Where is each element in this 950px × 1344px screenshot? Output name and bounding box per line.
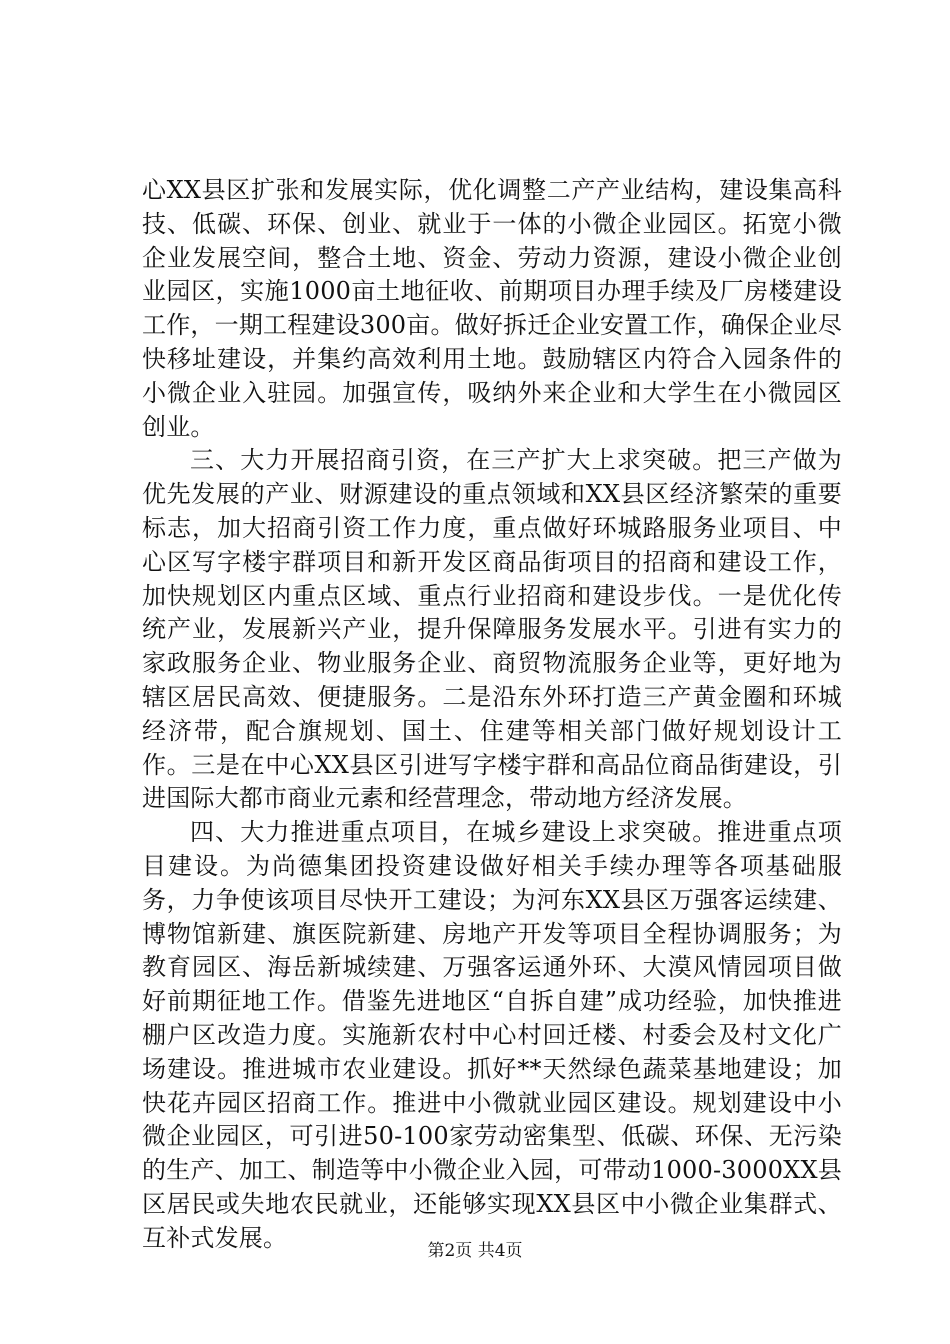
paragraph-continued: 心XX县区扩张和发展实际，优化调整二产产业结构，建设集高科技、低碳、环保、创业、就业于一体的小微企业园区。拓宽小微企业发展空间，整合土地、资金、劳动力资源，建设小微企业创业园区，实施1000亩土地征收、前期项目办理手续及厂房楼建设工作，一期工程建设300亩。做好拆迁企业安置工作，确保企业尽快移址建设，并集约高效利用土地。鼓励辖区内符合入园条件的小微企业入驻园。加强宣传，吸纳外来企业和大学生在小微园区创业。 bbox=[142, 176, 842, 441]
page-number-footer: 第2页 共4页 bbox=[427, 1241, 523, 1261]
paragraph-section-four: 四、大力推进重点项目，在城乡建设上求突破。推进重点项目建设。为尚德集团投资建设做好相关手续办理等各项基础服务，力争使该项目尽快开工建设；为河东XX县区万强客运续建、博物馆新建、旗医院新建、房地产开发等项目全程协调服务；为教育园区、海岳新城续建、万强客运通外环、大漠风情园项目做好前期征地工作。借鉴先进地区“自拆自建”成功经验，加快推进棚户区改造力度。实施新农村中心村回迁楼、村委会及村文化广场建设。推进城市农业建设。抓好**天然绿色蔬菜基地建设；加快花卉园区招商工作。推进中小微就业园区建设。规划建设中小微企业园区，可引进50-100家劳动密集型、低碳、环保、无污染的生产、加工、制造等中小微企业入园，可带动1000-3000XX县区居民或失地农民就业，还能够实现XX县区中小微企业集群式、互补式发展。 bbox=[142, 818, 842, 1252]
paragraph-section-three: 三、大力开展招商引资，在三产扩大上求突破。把三产做为优先发展的产业、财源建设的重点领域和XX县区经济繁荣的重要标志，加大招商引资工作力度，重点做好环城路服务业项目、中心区写字楼宇群项目和新开发区商品街项目的招商和建设工作，加快规划区内重点区域、重点行业招商和建设步伐。一是优化传统产业，发展新兴产业，提升保障服务发展水平。引进有实力的家政服务企业、物业服务企业、商贸物流服务企业等，更好地为辖区居民高效、便捷服务。二是沿东外环打造三产黄金圈和环城经济带，配合旗规划、国土、住建等相关部门做好规划设计工作。三是在中心XX县区引进写字楼宇群和高品位商品街建设，引进国际大都市商业元素和经营理念，带动地方经济发展。 bbox=[142, 446, 842, 813]
document-body bbox=[142, 174, 842, 1256]
